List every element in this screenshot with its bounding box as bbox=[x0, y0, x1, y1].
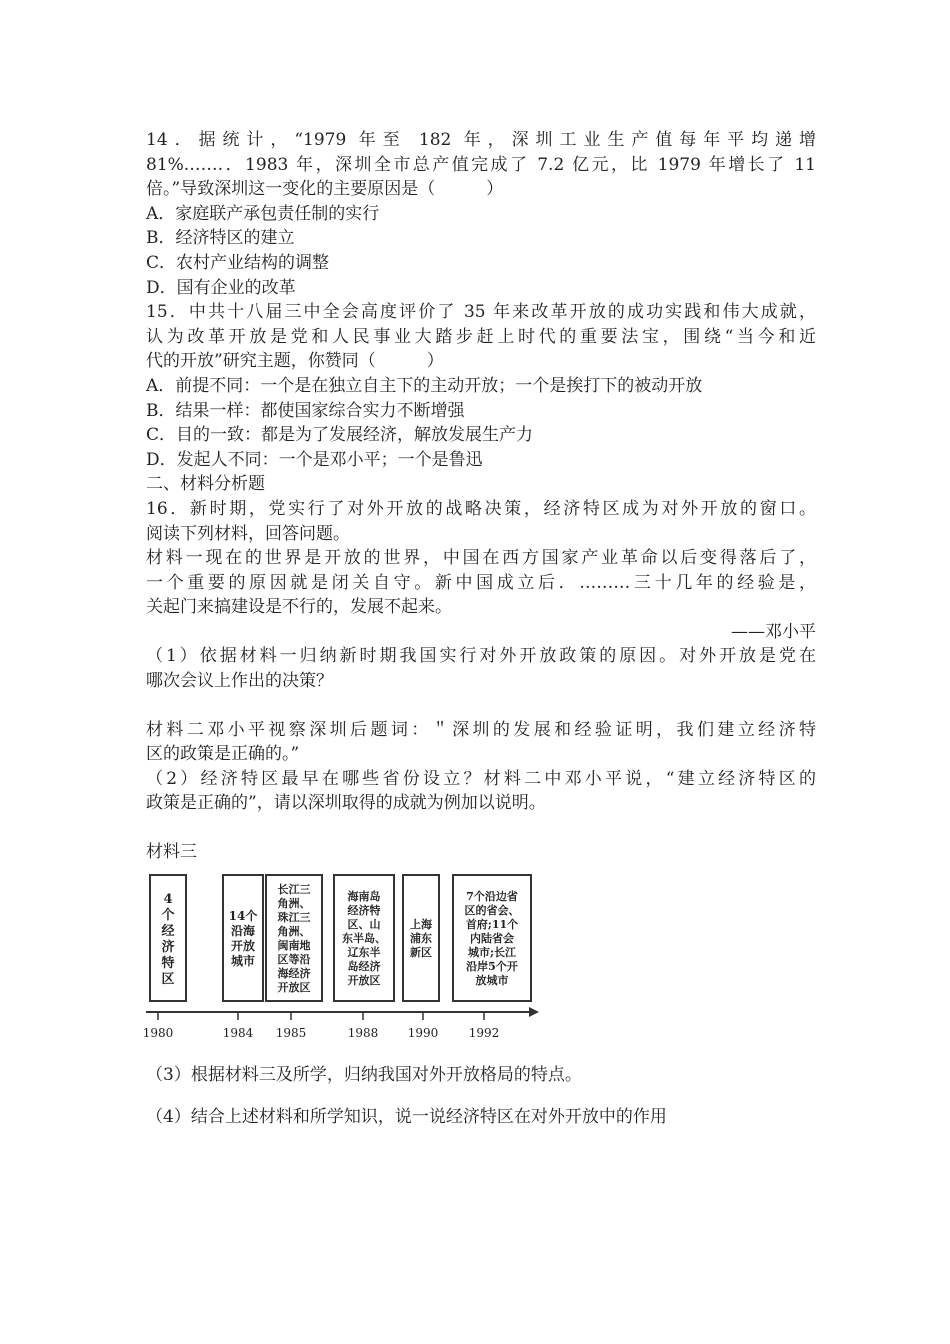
q16-sub1-line-2: 哪次会议上作出的决策？ bbox=[146, 671, 333, 692]
timeline-box-text: 城市 bbox=[230, 953, 256, 968]
timeline-box-text: 沿海 bbox=[230, 923, 256, 938]
q15-option-a: A．前提不同：一个是在独立自主下的主动开放；一个是挨打下的被动开放 bbox=[146, 375, 703, 396]
timeline-entry-1990 bbox=[403, 875, 439, 1040]
q16-stem-line-2: 阅读下列材料，回答问题。 bbox=[146, 523, 350, 544]
q14-stem-line-3: 倍。”导致深圳这一变化的主要原因是（ ） bbox=[146, 179, 504, 200]
timeline-box-text: 辽东半 bbox=[347, 945, 381, 959]
timeline-box-text: 开放区 bbox=[347, 973, 381, 987]
q14-option-d: D．国有企业的改革 bbox=[146, 277, 296, 298]
timeline-entry-1985 bbox=[266, 875, 322, 1040]
timeline-box-text: 个 bbox=[161, 907, 175, 923]
opening-up-timeline-figure bbox=[142, 867, 546, 1045]
q15-option-c: C．目的一致：都是为了发展经济，解放发展生产力 bbox=[146, 425, 534, 446]
q14-option-b: B．经济特区的建立 bbox=[146, 228, 295, 249]
q15-option-d: D．发起人不同：一个是邓小平；一个是鲁迅 bbox=[146, 449, 483, 470]
timeline-box-text: 长江三 bbox=[277, 882, 311, 896]
timeline-year-label: 1985 bbox=[275, 1025, 307, 1040]
timeline-box-text: 新区 bbox=[410, 945, 432, 959]
timeline-entry-1980 bbox=[143, 875, 186, 1040]
timeline-box-text: 区的省会、 bbox=[464, 903, 520, 917]
timeline-box-text: 4 bbox=[163, 891, 173, 907]
q14-stem-line-1: 14．据统计，“1979 年至 182 年，深圳工业生产值每年平均递增 bbox=[146, 130, 816, 150]
timeline-entry-1984 bbox=[223, 875, 263, 1040]
timeline-arrow-icon bbox=[529, 1007, 539, 1017]
answer-space bbox=[146, 1045, 816, 1063]
material-3-label: 材料三 bbox=[146, 842, 197, 863]
timeline-box-text: 经 bbox=[161, 923, 175, 939]
q15-stem-line-2: 认为改革开放是党和人民事业大踏步赶上时代的重要法宝，围绕“当今和近 bbox=[146, 326, 816, 347]
timeline-box-text: 首府;11个 bbox=[465, 917, 519, 931]
timeline-box-text: 沿岸5个开 bbox=[466, 959, 518, 973]
material-2-line-1: 材料二邓小平视察深圳后题词：＂深圳的发展和经验证明，我们建立经济特 bbox=[146, 719, 816, 740]
q16-stem-line-1: 16．新时期，党实行了对外开放的战略决策，经济特区成为对外开放的窗口。 bbox=[146, 498, 816, 519]
timeline-box-text: 区 bbox=[161, 971, 175, 987]
timeline-box-text: 海经济 bbox=[277, 966, 311, 980]
timeline-year-label: 1984 bbox=[222, 1025, 254, 1040]
q15-stem-line-3: 代的开放”研究主题，你赞同（ ） bbox=[146, 351, 444, 372]
timeline-box-text: 区、山 bbox=[347, 917, 381, 931]
timeline-box-text: 开放 bbox=[230, 938, 256, 953]
timeline-box-text: 东半岛、 bbox=[342, 931, 386, 945]
timeline-box-text: 内陆省会 bbox=[470, 931, 514, 945]
timeline-box-text: 珠江三 bbox=[277, 910, 311, 924]
q16-sub1-line-1: （1）依据材料一归纳新时期我国实行对外开放政策的原因。对外开放是党在 bbox=[146, 646, 816, 667]
timeline-box-text: 放城市 bbox=[475, 973, 509, 987]
answer-space bbox=[146, 694, 816, 718]
material-1-line-2: 一个重要的原因就是闭关自守。新中国成立后．………三十几年的经验是， bbox=[146, 572, 816, 593]
q16-sub2-line-2: 政策是正确的”，请以深圳取得的成就为例加以说明。 bbox=[146, 793, 546, 814]
timeline-box-text: 特 bbox=[161, 955, 175, 971]
timeline-box-text: 经济特 bbox=[347, 903, 381, 917]
q16-sub4: （4）结合上述材料和所学知识，说一说经济特区在对外开放中的作用 bbox=[146, 1107, 667, 1128]
material-2-line-2: 区的政策是正确的。” bbox=[146, 744, 300, 765]
q15-stem-line-1: 15．中共十八届三中全会高度评价了 35 年来改革开放的成功实践和伟大成就， bbox=[146, 302, 816, 323]
exam-page bbox=[142, 128, 816, 1130]
timeline-year-label: 1990 bbox=[407, 1025, 439, 1040]
timeline-box-text: 开放区 bbox=[277, 980, 311, 994]
timeline-box-text: 城市;长江 bbox=[467, 945, 517, 959]
q14-stem-line-2: 81%.……．1983 年，深圳全市总产值完成了 7.2 亿元，比 1979 年增长了 11 bbox=[146, 154, 816, 175]
timeline-box-text: 角洲、 bbox=[277, 924, 311, 938]
timeline-box-text: 海南岛 bbox=[347, 889, 381, 903]
timeline-box-text: 角洲、 bbox=[277, 896, 311, 910]
material-1-source: ——邓小平 bbox=[731, 621, 816, 642]
material-1-line-1: 材料一现在的世界是开放的世界，中国在西方国家产业革命以后变得落后了， bbox=[146, 548, 816, 569]
timeline-entry-1992 bbox=[453, 875, 531, 1040]
timeline-year-label: 1980 bbox=[142, 1025, 174, 1040]
timeline-year-label: 1992 bbox=[468, 1025, 500, 1040]
timeline-box-text: 浦东 bbox=[410, 931, 432, 945]
timeline-box-text: 闽南地 bbox=[277, 938, 311, 952]
answer-space bbox=[146, 1087, 816, 1105]
q16-sub3: （3）根据材料三及所学，归纳我国对外开放格局的特点。 bbox=[146, 1064, 582, 1085]
timeline-box-text: 区等沿 bbox=[277, 952, 311, 966]
timeline-box-text: 济 bbox=[161, 939, 175, 955]
timeline-box-text: 上海 bbox=[410, 917, 432, 931]
timeline-entry-1988 bbox=[334, 875, 394, 1040]
timeline-box-text: 14个 bbox=[228, 908, 258, 923]
q14-option-a: A．家庭联产承包责任制的实行 bbox=[146, 203, 380, 224]
section-heading: 二、材料分析题 bbox=[146, 474, 265, 495]
timeline-box bbox=[223, 875, 263, 1001]
timeline-year-label: 1988 bbox=[347, 1025, 379, 1040]
q16-sub2-line-1: （2）经济特区最早在哪些省份设立？材料二中邓小平说，“建立经济特区的 bbox=[146, 768, 816, 789]
timeline-box-text: 7个沿边省 bbox=[466, 889, 518, 903]
timeline-box-text: 岛经济 bbox=[347, 959, 381, 973]
q14-option-c: C．农村产业结构的调整 bbox=[146, 252, 330, 273]
q15-option-b: B．结果一样：都使国家综合实力不断增强 bbox=[146, 400, 465, 421]
answer-space bbox=[146, 816, 816, 840]
material-1-line-3: 关起门来搞建设是不行的，发展不起来。 bbox=[146, 597, 452, 618]
